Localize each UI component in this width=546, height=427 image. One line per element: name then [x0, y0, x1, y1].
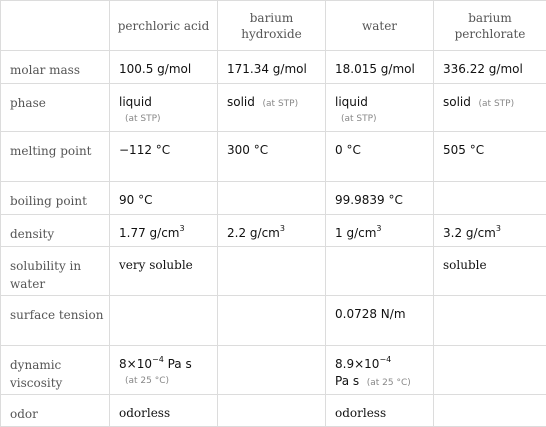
cell-molar-mass-barium-hydroxide: 171.34 g/mol [218, 51, 326, 84]
row-label-boiling-point: boiling point [1, 182, 110, 215]
table-row-viscosity [1, 346, 546, 395]
density-unit-exponent: 3 [180, 224, 185, 233]
times-sign: × [127, 357, 137, 371]
viscosity-mantissa: 8.9 [335, 357, 354, 371]
cell-viscosity-water [326, 346, 434, 395]
row-label-density: density [1, 215, 110, 247]
cell-melting-point-barium-hydroxide: 300 °C [218, 132, 326, 182]
cell-melting-point-perchloric-acid: −112 °C [110, 132, 218, 182]
cell-surface-tension-barium-hydroxide [218, 296, 326, 346]
table-row-molar-mass [1, 51, 546, 84]
viscosity-note: (at 25 °C) [119, 373, 217, 390]
phase-value: liquid [335, 95, 368, 109]
cell-viscosity-barium-perchlorate [434, 346, 546, 395]
density-unit-exponent: 3 [280, 224, 285, 233]
table-row-solubility [1, 247, 546, 296]
cell-solubility-perchloric-acid: very soluble [110, 247, 218, 296]
row-label-molar-mass: molar mass [1, 51, 110, 84]
row-label-surface-tension: surface tension [1, 296, 110, 346]
viscosity-base: 10 [137, 357, 152, 371]
cell-phase-water [326, 84, 434, 132]
viscosity-mantissa: 8 [119, 357, 127, 371]
viscosity-unit: Pa s [168, 357, 192, 371]
column-header-barium-perchlorate: barium perchlorate [434, 1, 546, 51]
cell-phase-perchloric-acid [110, 84, 218, 132]
phase-note: (at STP) [335, 111, 433, 128]
density-unit-exponent: 3 [496, 224, 501, 233]
viscosity-unit: Pa s [335, 374, 359, 388]
phase-note: (at STP) [263, 99, 299, 109]
viscosity-note: (at 25 °C) [367, 378, 411, 388]
table-row-odor [1, 395, 546, 427]
cell-odor-barium-hydroxide [218, 395, 326, 427]
phase-value: liquid [119, 95, 152, 109]
cell-density-barium-perchlorate [434, 215, 546, 247]
viscosity-exponent: −4 [379, 355, 391, 364]
cell-phase-barium-perchlorate [434, 84, 546, 132]
cell-molar-mass-barium-perchlorate: 336.22 g/mol [434, 51, 546, 84]
corner-cell [1, 1, 110, 51]
cell-solubility-water [326, 247, 434, 296]
cell-melting-point-barium-perchlorate: 505 °C [434, 132, 546, 182]
row-label-solubility: solubility in water [1, 247, 110, 296]
table-row-boiling-point [1, 182, 546, 215]
phase-note: (at STP) [119, 111, 217, 128]
column-header-perchloric-acid: perchloric acid [110, 1, 218, 51]
table-row-phase [1, 84, 546, 132]
viscosity-exponent: −4 [152, 355, 164, 364]
row-label-viscosity: dynamic viscosity [1, 346, 110, 395]
cell-surface-tension-water: 0.0728 N/m [326, 296, 434, 346]
row-label-melting-point: melting point [1, 132, 110, 182]
cell-boiling-point-barium-perchlorate [434, 182, 546, 215]
density-unit: g/cm [346, 226, 376, 240]
cell-molar-mass-water: 18.015 g/mol [326, 51, 434, 84]
table-row-surface-tension [1, 296, 546, 346]
cell-surface-tension-barium-perchlorate [434, 296, 546, 346]
density-value: 3.2 [443, 226, 462, 240]
table-row-density [1, 215, 546, 247]
phase-value: solid [227, 95, 255, 109]
row-label-phase: phase [1, 84, 110, 132]
density-value: 2.2 [227, 226, 246, 240]
phase-note: (at STP) [479, 99, 515, 109]
cell-odor-water: odorless [326, 395, 434, 427]
density-unit: g/cm [250, 226, 280, 240]
column-header-water: water [326, 1, 434, 51]
cell-density-perchloric-acid [110, 215, 218, 247]
cell-molar-mass-perchloric-acid: 100.5 g/mol [110, 51, 218, 84]
cell-solubility-barium-hydroxide [218, 247, 326, 296]
cell-boiling-point-barium-hydroxide [218, 182, 326, 215]
cell-density-barium-hydroxide [218, 215, 326, 247]
density-unit: g/cm [150, 226, 180, 240]
cell-odor-barium-perchlorate [434, 395, 546, 427]
column-header-barium-hydroxide: barium hydroxide [218, 1, 326, 51]
header-row [1, 1, 546, 51]
density-unit-exponent: 3 [376, 224, 381, 233]
cell-viscosity-perchloric-acid [110, 346, 218, 395]
cell-boiling-point-perchloric-acid: 90 °C [110, 182, 218, 215]
cell-odor-perchloric-acid: odorless [110, 395, 218, 427]
times-sign: × [354, 357, 364, 371]
cell-viscosity-barium-hydroxide [218, 346, 326, 395]
density-value: 1 [335, 226, 343, 240]
viscosity-base: 10 [364, 357, 379, 371]
density-value: 1.77 [119, 226, 146, 240]
cell-melting-point-water: 0 °C [326, 132, 434, 182]
cell-density-water [326, 215, 434, 247]
row-label-odor: odor [1, 395, 110, 427]
density-unit: g/cm [466, 226, 496, 240]
cell-solubility-barium-perchlorate: soluble [434, 247, 546, 296]
cell-surface-tension-perchloric-acid [110, 296, 218, 346]
phase-value: solid [443, 95, 471, 109]
cell-boiling-point-water: 99.9839 °C [326, 182, 434, 215]
cell-phase-barium-hydroxide [218, 84, 326, 132]
table-row-melting-point [1, 132, 546, 182]
